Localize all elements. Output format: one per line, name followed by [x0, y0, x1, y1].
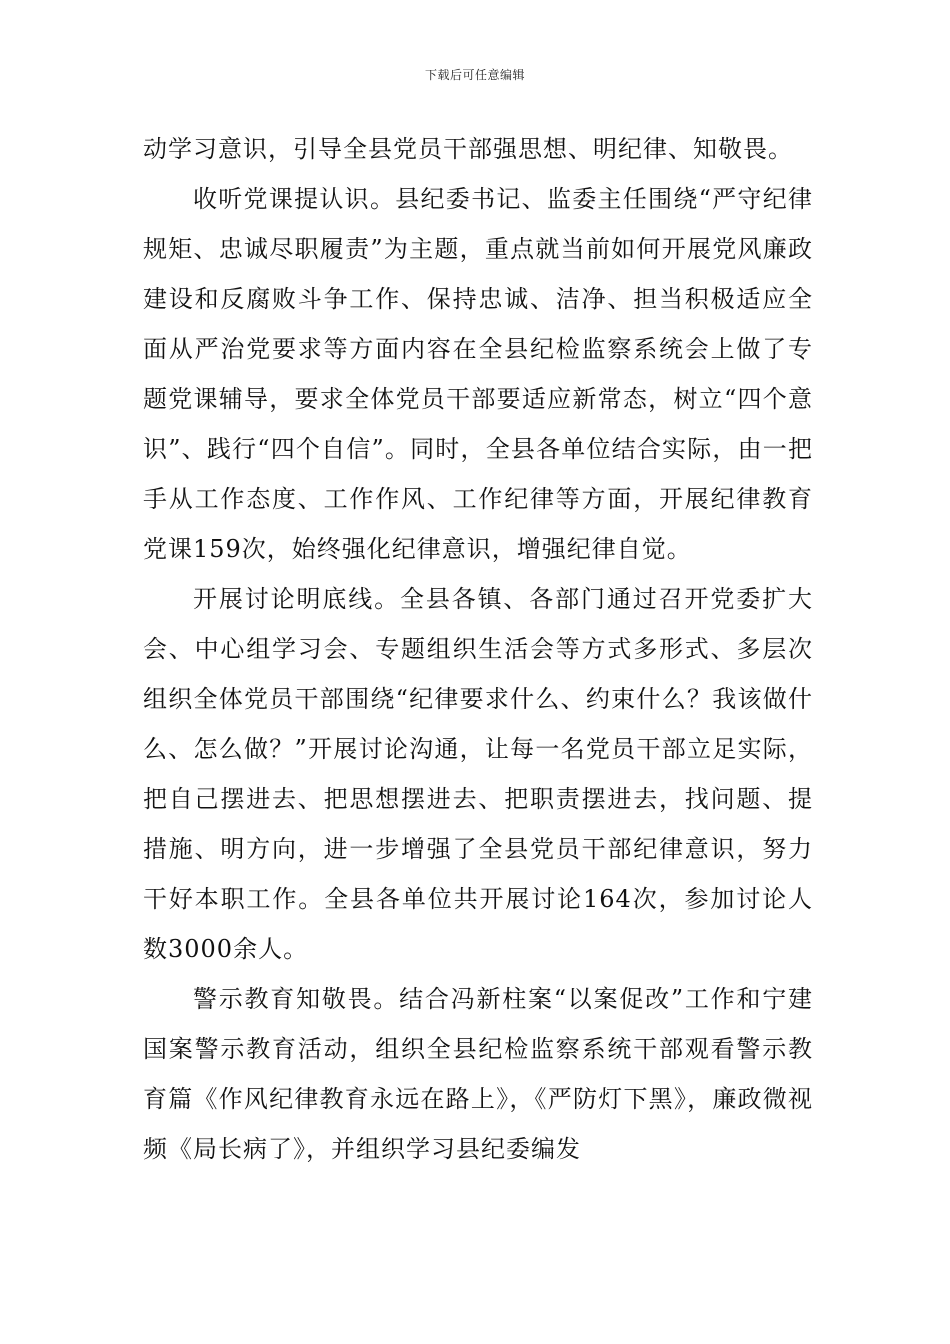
- document-body: [143, 124, 813, 1174]
- page-header: 下载后可任意编辑: [424, 68, 525, 82]
- paragraph-listen-party-class: 收听党课提认识。县纪委书记、监委主任围绕“严守纪律规矩、忠诚尽职履责”为主题，重点就当前如何开展党风廉政建设和反腐败斗争工作、保持忠诚、洁净、担当积极适应全面从严治党要求等方面内容在全县纪检监察系统会上做了专题党课辅导，要求全体党员干部要适应新常态，树立“四个意识”、践行“四个自信”。同时，全县各单位结合实际，由一把手从工作态度、工作作风、工作纪律等方面，开展纪律教育党课159次，始终强化纪律意识，增强纪律自觉。: [143, 185, 813, 563]
- paragraph-warning-education: 警示教育知敬畏。结合冯新柱案“以案促改”工作和宁建国案警示教育活动，组织全县纪检监察系统干部观看警示教育篇《作风纪律教育永远在路上》，《严防灯下黑》，廉政微视频《局长病了》，并组织学习县纪委编发: [143, 985, 813, 1163]
- paragraph-continuation: 动学习意识，引导全县党员干部强思想、明纪律、知敬畏。: [143, 135, 793, 163]
- paragraph-discussion: 开展讨论明底线。全县各镇、各部门通过召开党委扩大会、中心组学习会、专题组织生活会等方式多形式、多层次组织全体党员干部围绕“纪律要求什么、约束什么？我该做什么、怎么做？”开展讨论沟通，让每一名党员干部立足实际，把自己摆进去、把思想摆进去、把职责摆进去，找问题、提措施、明方向，进一步增强了全县党员干部纪律意识，努力干好本职工作。全县各单位共开展讨论164次，参加讨论人数3000余人。: [143, 585, 813, 963]
